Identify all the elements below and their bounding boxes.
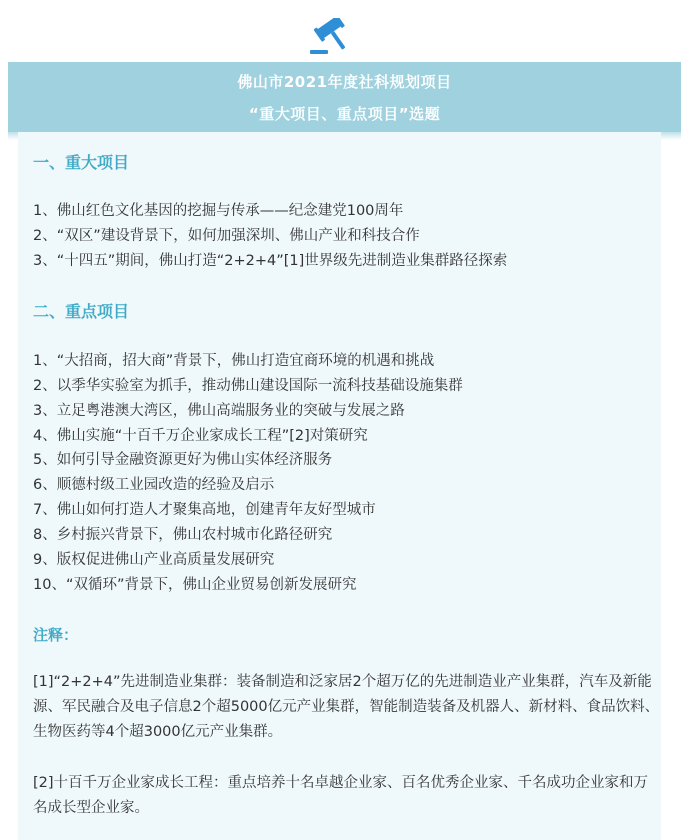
header-subtitle: “重大项目、重点项目”选题: [248, 105, 441, 123]
key-item: 1、“大招商，招大商”背景下，佛山打造宜商环境的机遇和挑战: [33, 353, 435, 369]
header-title: 佛山市2021年度社科规划项目: [237, 73, 452, 91]
major-item: 2、“双区”建设背景下，如何加强深圳、佛山产业和科技合作: [33, 228, 420, 244]
major-item: 1、佛山红色文化基因的挖掘与传承——纪念建党100周年: [33, 203, 404, 219]
major-item: 3、“十四五”期间，佛山打造“2+2+4”[1]世界级先进制造业集群路径探索: [33, 253, 508, 269]
gavel-icon: [308, 18, 354, 56]
key-item: 5、如何引导金融资源更好为佛山实体经济服务: [33, 452, 333, 468]
key-item: 7、佛山如何打造人才聚集高地，创建青年友好型城市: [33, 502, 376, 518]
key-item: 8、乡村振兴背景下，佛山农村城市化路径研究: [33, 527, 333, 543]
key-item: 6、顺德村级工业园改造的经验及启示: [33, 477, 275, 493]
note-paragraph: [1]“2+2+4”先进制造业集群：装备制造和泛家居2个超万亿的先进制造业产业集群，汽车及新能源、军民融合及电子信息2个超5000亿元产业集群，智能制造装备及机器人、新材料、食品饮料、生物医药等4个超3000亿元产业集群。: [33, 674, 660, 740]
key-item: 10、“双循环”背景下，佛山企业贸易创新发展研究: [33, 577, 357, 593]
key-section-title: 二、重点项目: [33, 302, 130, 321]
major-section-title: 一、重大项目: [33, 153, 130, 172]
key-item: 9、版权促进佛山产业高质量发展研究: [33, 552, 275, 568]
note-paragraph: [2]十百千万企业家成长工程：重点培养十名卓越企业家、百名优秀企业家、千名成功企业家和万名成长型企业家。: [33, 775, 649, 816]
key-item: 3、立足粤港澳大湾区，佛山高端服务业的突破与发展之路: [33, 403, 405, 419]
key-item: 4、佛山实施“十百千万企业家成长工程”[2]对策研究: [33, 428, 368, 444]
notes-title: 注释：: [33, 626, 79, 644]
key-item: 2、以季华实验室为抓手，推动佛山建设国际一流科技基础设施集群: [33, 378, 463, 394]
